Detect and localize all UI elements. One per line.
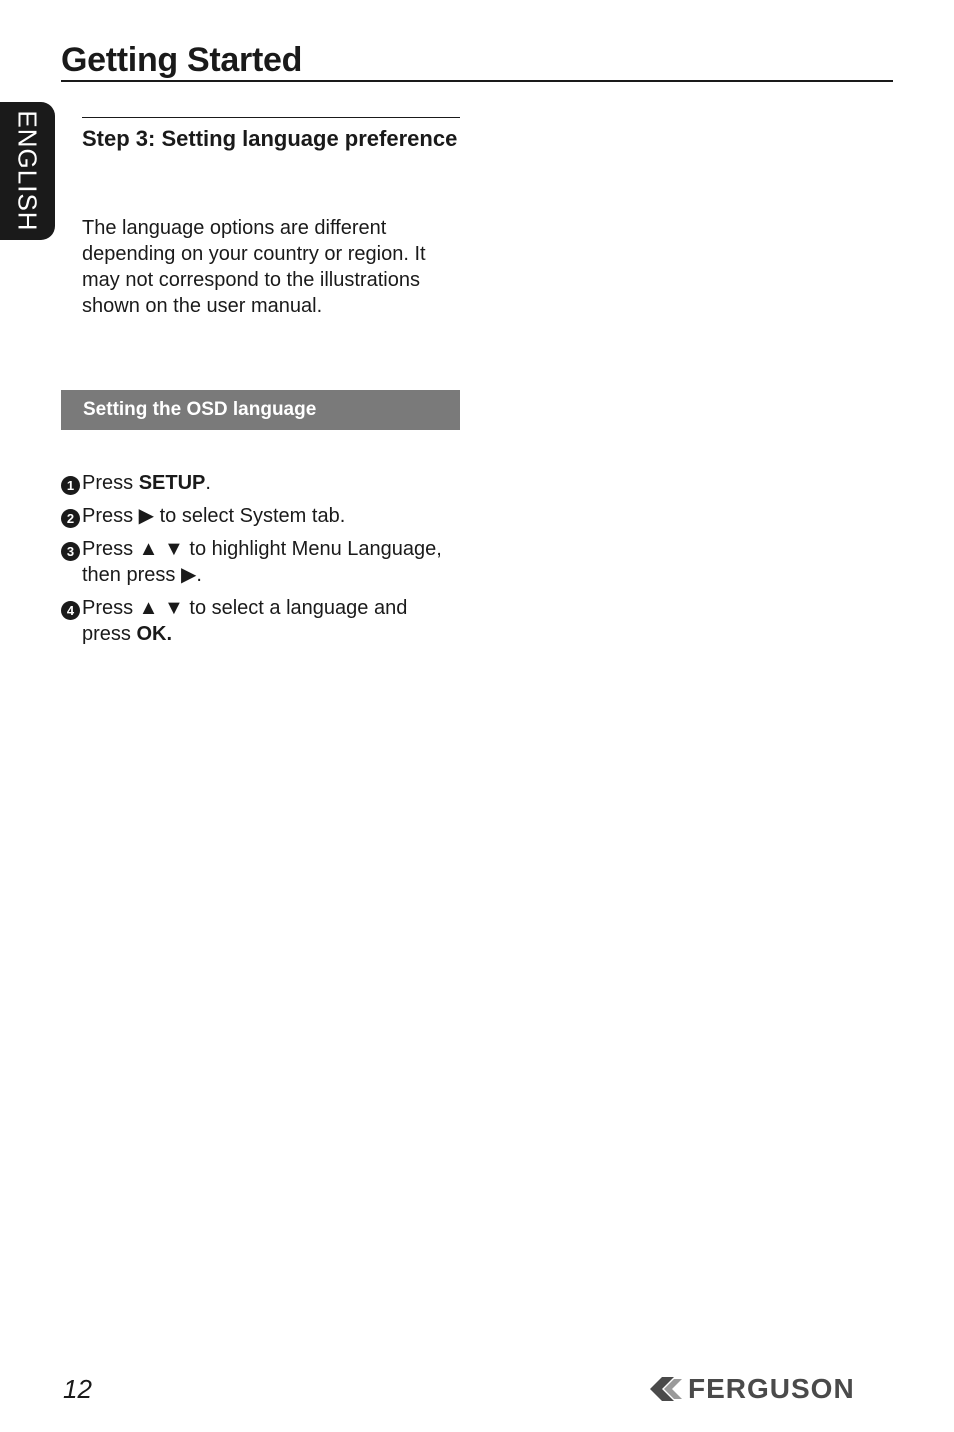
page-number: 12 [63, 1374, 92, 1404]
section-heading: Step 3: Setting language preference [82, 126, 458, 151]
step-item [61, 595, 461, 647]
step-item [61, 503, 461, 529]
step-text: Press ▲ ▼ to highlight Menu Language, then press ▶. [82, 538, 442, 586]
step-text-end: . [205, 472, 211, 494]
step-item [61, 470, 461, 496]
step-text: Press ▲ ▼ to select a language and press [82, 597, 408, 645]
step-number-badge: 3 [61, 542, 80, 561]
brand-mark-icon [648, 1374, 684, 1404]
step-item [61, 536, 461, 588]
step-keyword: OK. [136, 623, 173, 645]
brand-logo [648, 1372, 855, 1406]
section-note: The language options are different depending on your country or region. It may not correspond to the illustrations shown on the user manual. [82, 217, 426, 317]
language-side-tab-label: ENGLISH [12, 110, 43, 232]
steps-list [61, 470, 461, 654]
section-divider [82, 117, 460, 118]
step-number-badge: 4 [61, 601, 80, 620]
subsection-title: Setting the OSD language [83, 399, 317, 420]
step-number-badge: 2 [61, 509, 80, 528]
brand-name: FERGUSON [688, 1373, 855, 1404]
step-number-badge: 1 [61, 476, 80, 495]
page-title: Getting Started [61, 41, 303, 79]
subsection-bar [61, 390, 460, 430]
step-text: Press ▶ to select System tab. [82, 505, 346, 527]
step-keyword: SETUP [138, 472, 206, 494]
step-text: Press [82, 472, 139, 494]
title-divider [61, 80, 893, 82]
